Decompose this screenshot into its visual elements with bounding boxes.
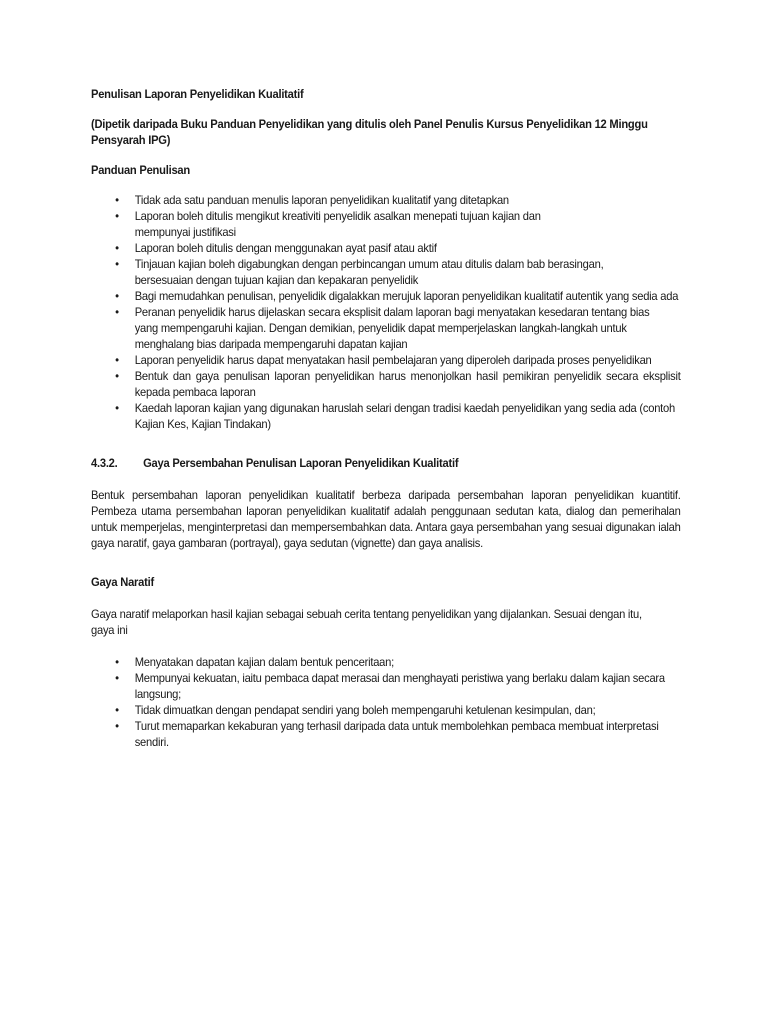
source-note: (Dipetik daripada Buku Panduan Penyelidikan yang ditulis oleh Panel Penulis Kursus Penyelidikan 12 Minggu Pensyarah IPG) [91,117,648,147]
list-item: • Turut memaparkan kekaburan yang terhasil daripada data untuk membolehkan pembaca membuat interpretasi sendiri. [91,718,681,750]
guide-list [91,192,681,432]
list-item: • Bentuk dan gaya penulisan laporan penyelidikan harus menonjolkan hasil pemikiran penyelidik secara eksplisit kepada pembaca laporan [91,368,681,400]
list-item: • Tinjauan kajian boleh digabungkan dengan perbincangan umum atau ditulis dalam bab berasingan, bersesuaian dengan tujuan kajian dan kepakaran penyelidik [91,256,681,288]
list-item: • Kaedah laporan kajian yang digunakan haruslah selari dengan tradisi kaedah penyelidikan yang sedia ada (contoh Kajian Kes, Kajian Tindakan) [91,400,681,432]
list-item: • Peranan penyelidik harus dijelaskan secara eksplisit dalam laporan bagi menyatakan kesedaran tentang bias yang mempengaruhi kajian. Dengan demikian, penyelidik dapat memperjelaskan langkah-langkah untuk menghalang bias daripada mempengaruhi dapatan kajian [91,304,681,352]
section-title [91,455,681,471]
list-item: • Tidak dimuatkan dengan pendapat sendiri yang boleh mempengaruhi ketulenan kesimpulan, dan; [91,702,681,718]
list-item: • Bagi memudahkan penulisan, penyelidik digalakkan merujuk laporan penyelidikan kualitatif autentik yang sedia ada [91,288,681,304]
list-item: • Mempunyai kekuatan, iaitu pembaca dapat merasai dan menghayati peristiwa yang berlaku dalam kajian secara langsung; [91,670,681,702]
list-item: • Tidak ada satu panduan menulis laporan penyelidikan kualitatif yang ditetapkan [91,192,681,208]
naratif-list [91,654,681,750]
list-item: • Laporan boleh ditulis mengikut kreativiti penyelidik asalkan menepati tujuan kajian dan mempunyai justifikasi [91,208,681,240]
list-item: • Laporan boleh ditulis dengan menggunakan ayat pasif atau aktif [91,240,681,256]
section-paragraph: Bentuk persembahan laporan penyelidikan kualitatif berbeza daripada persembahan laporan penyelidikan kuantitif. Pembeza utama persembahan laporan penyelidikan kualitatif adalah penggunaan sedutan kata, dialog dan pemerihalan untuk memperjelas, menginterpretasi dan mempersembahkan data. Antara gaya persembahan yang sesuai digunakan ialah gaya naratif, gaya gambaran (portrayal), gaya sedutan (vignette) dan gaya analisis. [91,488,681,550]
naratif-heading: Gaya Naratif [91,575,154,589]
section-number: 4.3.2. [91,456,118,470]
section-title-text: Gaya Persembahan Penulisan Laporan Penyelidikan Kualitatif [143,456,459,470]
list-item: • Laporan penyelidik harus dapat menyatakan hasil pembelajaran yang diperoleh daripada proses penyelidikan [91,352,681,368]
document-page [91,86,681,750]
list-item: • Menyatakan dapatan kajian dalam bentuk penceritaan; [91,654,681,670]
guide-heading: Panduan Penulisan [91,163,191,177]
naratif-paragraph: Gaya naratif melaporkan hasil kajian sebagai sebuah cerita tentang penyelidikan yang dijalankan. Sesuai dengan itu, gaya ini [91,607,642,637]
document-title: Penulisan Laporan Penyelidikan Kualitatif [91,87,304,101]
